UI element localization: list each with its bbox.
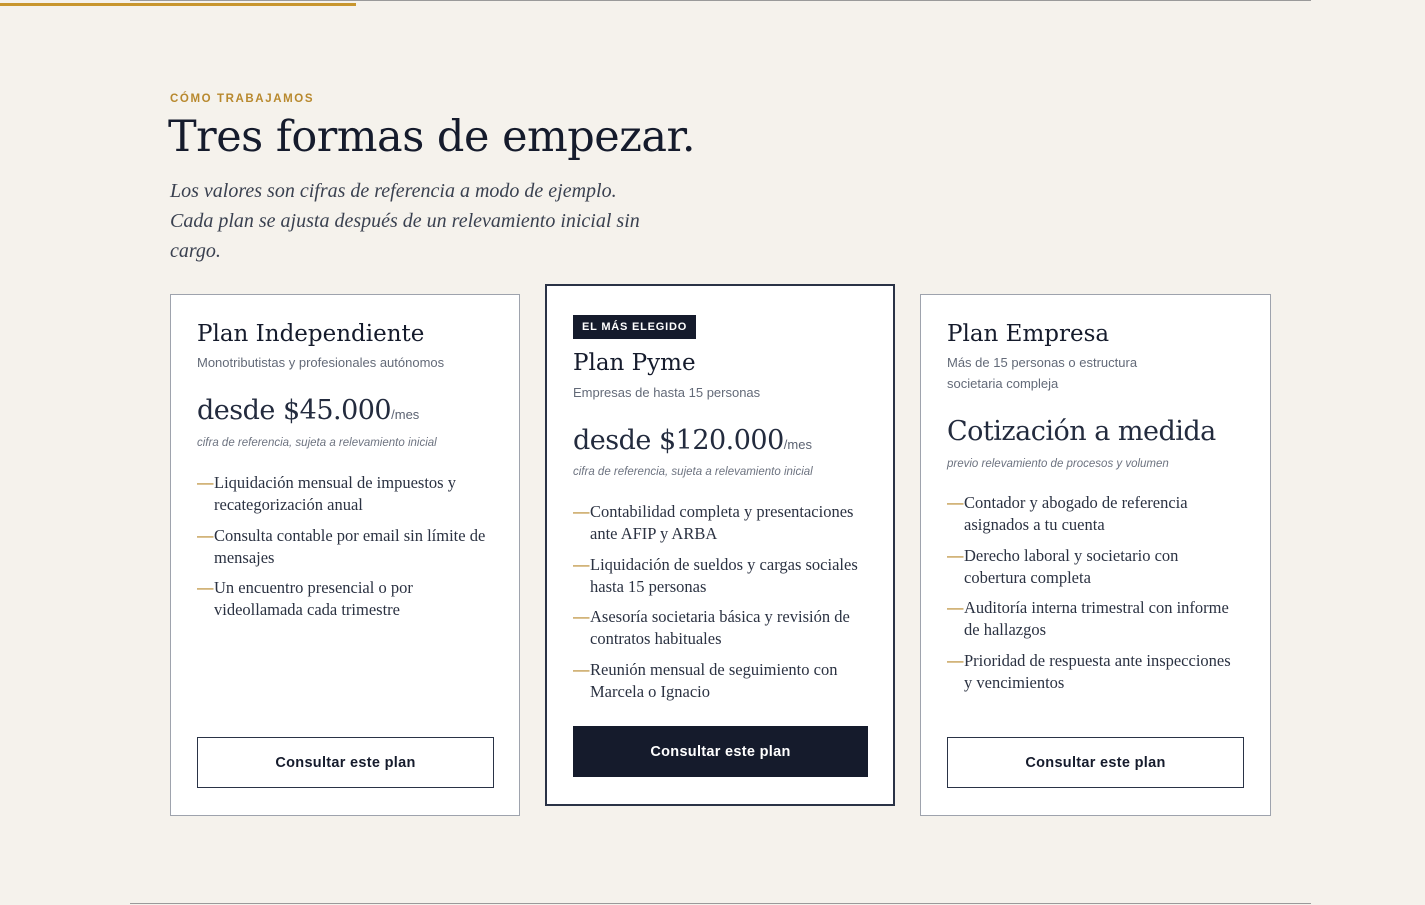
- section-title: Tres formas de empezar.: [168, 112, 696, 162]
- section-intro: Los valores son cifras de referencia a modo de ejemplo. Cada plan se ajusta después de un relevamiento inicial sin cargo.: [170, 180, 640, 262]
- bottom-divider: [130, 903, 1311, 904]
- plan-name: Plan Independiente: [197, 321, 425, 347]
- price-amount: desde $120.000: [573, 425, 784, 456]
- top-divider: [130, 0, 1311, 1]
- plan-card-pyme: [545, 284, 895, 806]
- plan-name: Plan Empresa: [947, 321, 1110, 347]
- plan-card-independiente: [170, 294, 520, 816]
- consult-plan-button[interactable]: Consultar este plan: [197, 737, 494, 788]
- plan-price: [573, 425, 812, 456]
- feature-item: — Asesoría societaria básica y revisión de contratos habituales: [573, 607, 850, 648]
- price-note: cifra de referencia, sujeta a relevamiento inicial: [197, 437, 437, 449]
- consult-plan-button[interactable]: Consultar este plan: [947, 737, 1244, 788]
- feature-item: — Un encuentro presencial o por videollamada cada trimestre: [197, 578, 413, 619]
- plan-name: Plan Pyme: [573, 350, 696, 376]
- consult-plan-button[interactable]: Consultar este plan: [573, 726, 868, 777]
- feature-list: [573, 501, 865, 711]
- plan-subtitle: Empresas de hasta 15 personas: [573, 385, 761, 400]
- plan-subtitle: Más de 15 personas o estructura societaria compleja: [947, 355, 1138, 391]
- feature-item: — Prioridad de respuesta ante inspecciones y vencimientos: [947, 650, 1231, 692]
- feature-list: [947, 492, 1237, 702]
- plan-card-empresa: [920, 294, 1271, 816]
- most-chosen-badge: EL MÁS ELEGIDO: [573, 315, 696, 339]
- price-note: cifra de referencia, sujeta a relevamiento inicial: [573, 466, 813, 478]
- feature-item: — Liquidación de sueldos y cargas sociales hasta 15 personas: [573, 554, 858, 596]
- price-unit: /mes: [783, 437, 812, 452]
- feature-item: — Consulta contable por email sin límite de mensajes: [197, 525, 486, 567]
- price-note: previo relevamiento de procesos y volumen: [947, 458, 1169, 470]
- feature-item: — Liquidación mensual de impuestos y recategorización anual: [197, 473, 456, 514]
- feature-item: — Contabilidad completa y presentaciones ante AFIP y ARBA: [573, 502, 854, 543]
- price-amount: desde $45.000: [197, 395, 392, 426]
- feature-item: — Reunión mensual de seguimiento con Marcela o Ignacio: [573, 659, 838, 701]
- price-unit: /mes: [391, 407, 420, 422]
- plan-subtitle: Monotributistas y profesionales autónomos: [197, 355, 445, 370]
- feature-item: — Derecho laboral y societario con cobertura completa: [947, 545, 1179, 587]
- scroll-progress-bar: [0, 3, 356, 6]
- feature-item: — Auditoría interna trimestral con informe de hallazgos: [947, 598, 1229, 639]
- section-eyebrow: CÓMO TRABAJAMOS: [170, 93, 315, 105]
- plan-price: Cotización a medida: [947, 416, 1216, 447]
- feature-item: — Contador y abogado de referencia asignados a tu cuenta: [947, 493, 1188, 534]
- plan-price: [197, 395, 419, 426]
- feature-list: [197, 472, 487, 630]
